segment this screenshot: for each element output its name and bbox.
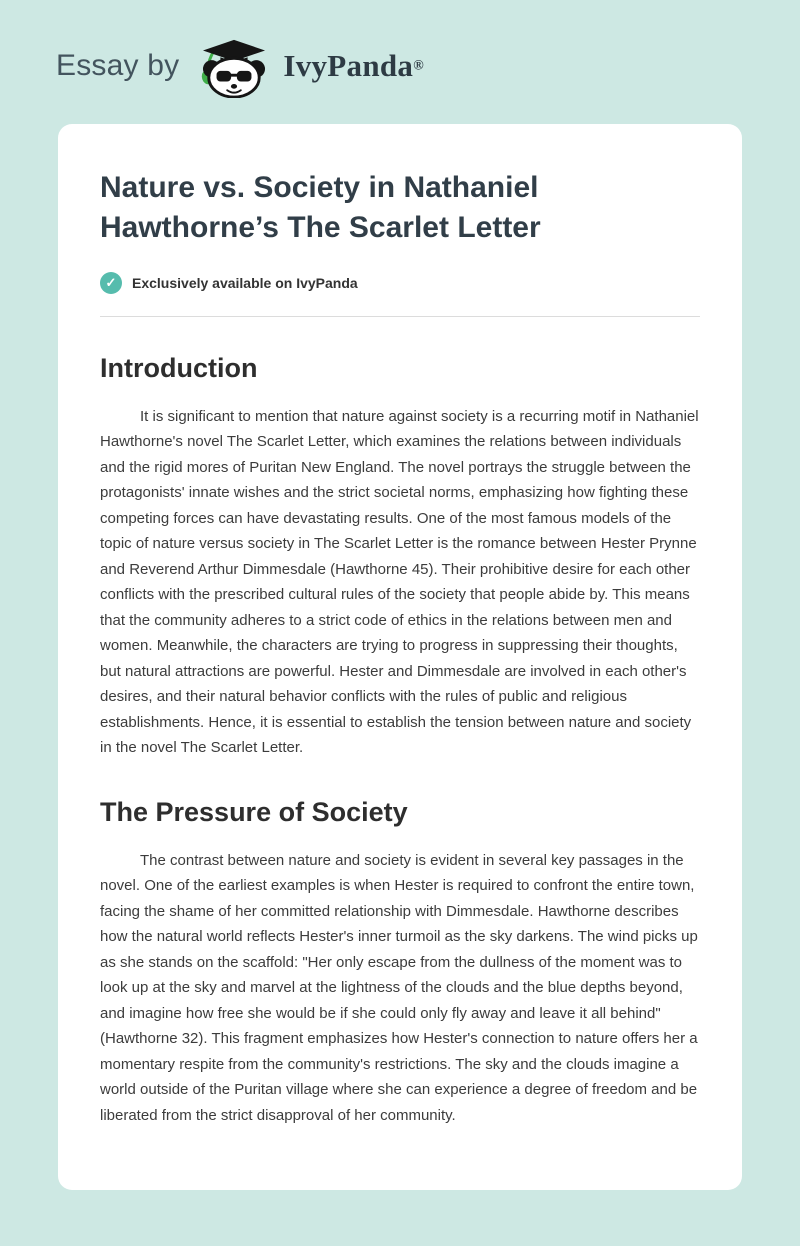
section-pressure-of-society <box>100 797 700 1129</box>
availability-badge-label: Exclusively available on IvyPanda <box>132 274 358 291</box>
panda-graduation-cap-icon <box>195 34 273 98</box>
availability-badge <box>100 272 700 317</box>
section-heading: Introduction <box>100 352 258 383</box>
section-introduction <box>100 353 700 761</box>
site-header <box>0 0 800 124</box>
essay-by-label: Essay by <box>56 49 180 82</box>
section-paragraph: The contrast between nature and society is evident in several key passages in the novel. One of the earliest examples is when Hester is required to confront the entire town, facing the shame of her committed relationship with Dimmesdale. Hawthorne describes how the natural world reflects Hester's inner turmoil as the sky darkens. The wind picks up as she stands on the scaffold: "Her only escape from the dullness of the moment was to look up at the sky and marvel at the lightness of the clouds and the blue depths beyond, and imagine how free she would be if she could only fly away and leave it all behind" (Hawthorne 32). This fragment emphasizes how Hester's connection to nature offers her a momentary respite from the community's restrictions. The sky and the clouds imagine a world outside of the Puritan village where she can experience a degree of freedom and be liberated from the strict disapproval of her community. <box>100 851 698 1124</box>
section-paragraph: It is significant to mention that nature against society is a recurring motif in Nathaniel Hawthorne's novel The Scarlet Letter, which examines the relations between individuals and the rigid mores of Puritan New England. The novel portrays the struggle between the protagonists' innate wishes and the strict societal norms, emphasizing how fighting these competing forces can have devastating results. One of the most famous models of the topic of nature versus society in The Scarlet Letter is the romance between Hester Prynne and Reverend Arthur Dimmesdale (Hawthorne 45). Their prohibitive desire for each other conflicts with the prescribed cultural rules of the society that people abide by. This means that the community adheres to a strict code of ethics in the relations between men and women. Meanwhile, the characters are trying to progress in suppressing their thoughts, but natural attractions are powerful. Hester and Dimmesdale are involved in each other's desires, and their natural behavior conflicts with the rules of public and religious establishments. Hence, it is essential to establish the tension between nature and society in the novel The Scarlet Letter. <box>100 407 699 757</box>
brand-name: IvyPanda® <box>283 48 424 83</box>
essay-card <box>58 124 742 1190</box>
section-heading: The Pressure of Society <box>100 796 408 827</box>
registered-mark: ® <box>413 58 424 74</box>
ivypanda-logo <box>195 34 423 98</box>
check-icon: ✓ <box>100 272 122 294</box>
page-title: Nature vs. Society in Nathaniel Hawthorne’s The Scarlet Letter <box>100 171 541 244</box>
